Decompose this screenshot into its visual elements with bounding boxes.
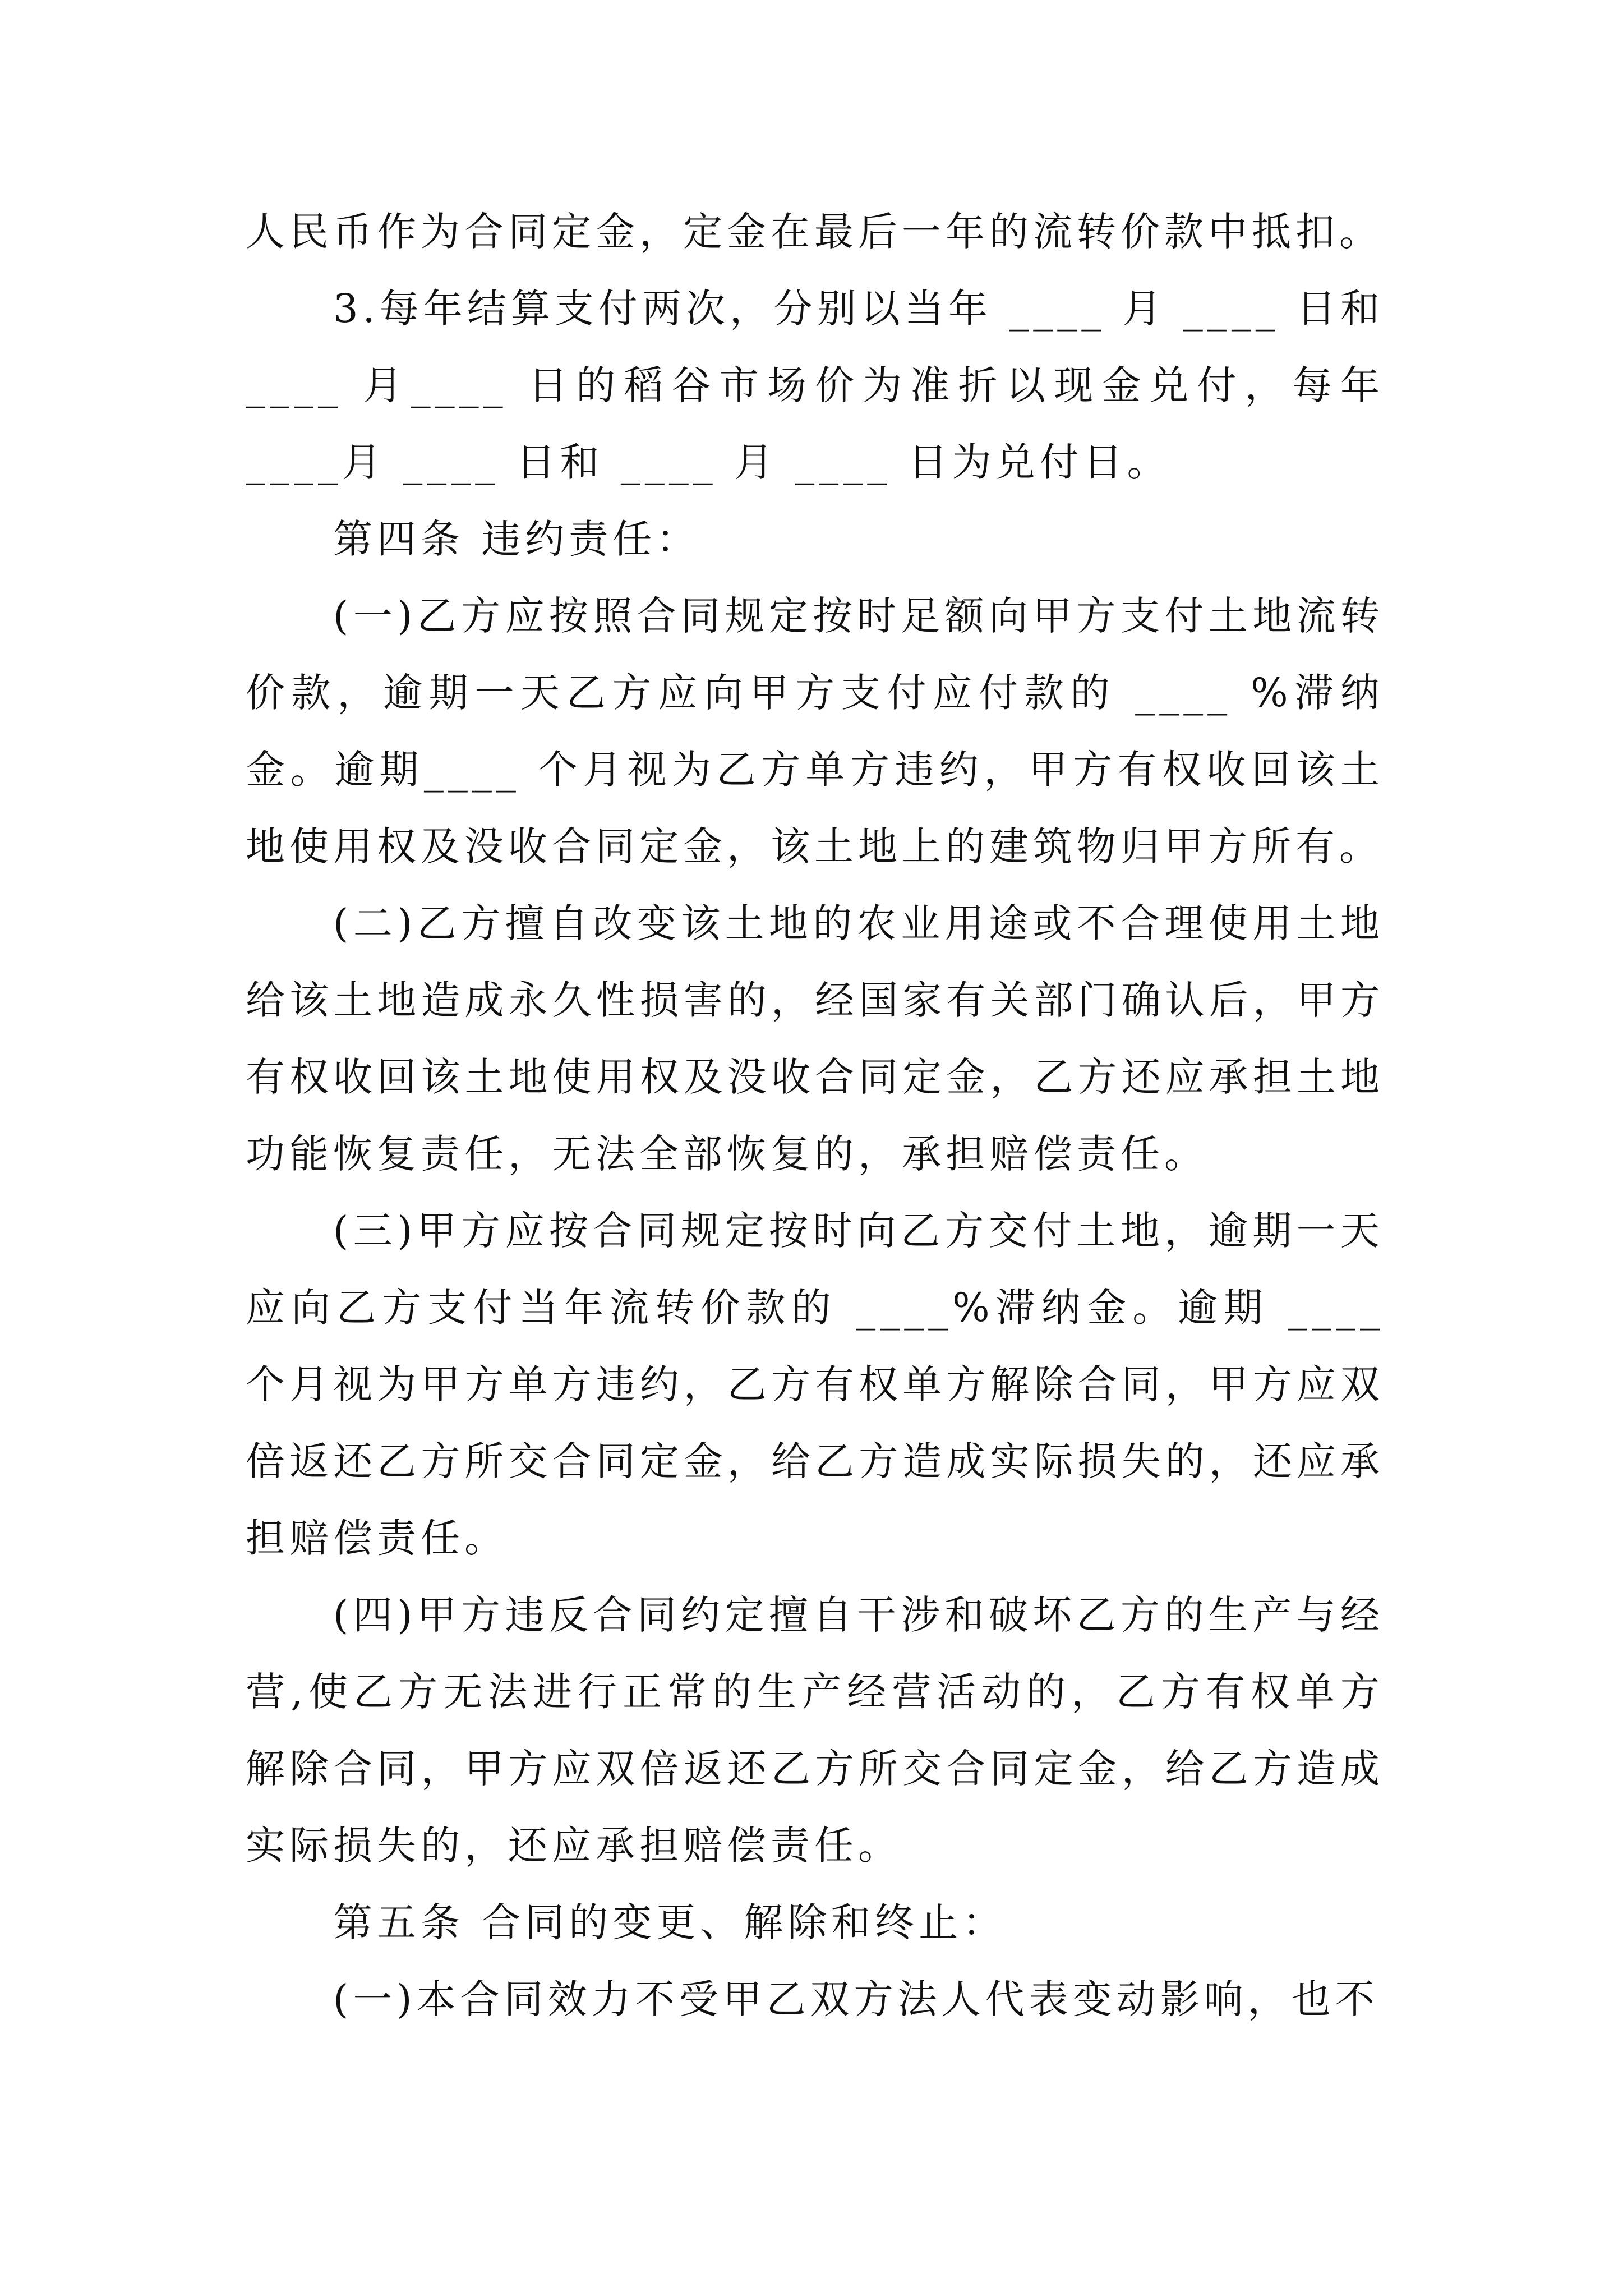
- heading-article-4: 第四条 违约责任：: [333, 516, 700, 562]
- paragraph-settlement-clause: 3.每年结算支付两次，分别以当年 ____ 月 ____ 日和 ____ 月____ 日的稻谷市场价为准折以现金兑付，每年____月 ____ 日和 ____ 月 ____ 日为兑付日。: [246, 286, 1384, 485]
- paragraph-breach-1: (一)乙方应按照合同规定按时足额向甲方支付土地流转价款，逾期一天乙方应向甲方支付应付款的 ____ %滞纳金。逾期____ 个月视为乙方单方违约，甲方有权收回该土地使用权及没收合同定金，该土地上的建筑物归甲方所有。: [246, 593, 1384, 869]
- heading-article-5: 第五条 合同的变更、解除和终止：: [333, 1899, 1007, 1945]
- paragraph-change-1: (一)本合同效力不受甲乙双方法人代表变动影响，也不: [333, 1976, 1379, 2022]
- paragraph-breach-3: (三)甲方应按合同规定按时向乙方交付土地，逾期一天应向乙方支付当年流转价款的 ____%滞纳金。逾期 ____ 个月视为甲方单方违约，乙方有权单方解除合同，甲方应双倍返还乙方所交合同定金，给乙方造成实际损失的，还应承担赔偿责任。: [246, 1208, 1384, 1561]
- paragraph-breach-2: (二)乙方擅自改变该土地的农业用途或不合理使用土地给该土地造成永久性损害的，经国家有关部门确认后，甲方有权收回该土地使用权及没收合同定金，乙方还应承担土地功能恢复责任，无法全部恢复的，承担赔偿责任。: [246, 900, 1384, 1177]
- paragraph-breach-4: (四)甲方违反合同约定擅自干涉和破坏乙方的生产与经营,使乙方无法进行正常的生产经营活动的，乙方有权单方解除合同，甲方应双倍返还乙方所交合同定金，给乙方造成实际损失的，还应承担赔偿责任。: [246, 1592, 1384, 1869]
- paragraph-deposit-continuation: 人民币作为合同定金，定金在最后一年的流转价款中抵扣。: [246, 209, 1383, 255]
- document-body: [246, 194, 1384, 2038]
